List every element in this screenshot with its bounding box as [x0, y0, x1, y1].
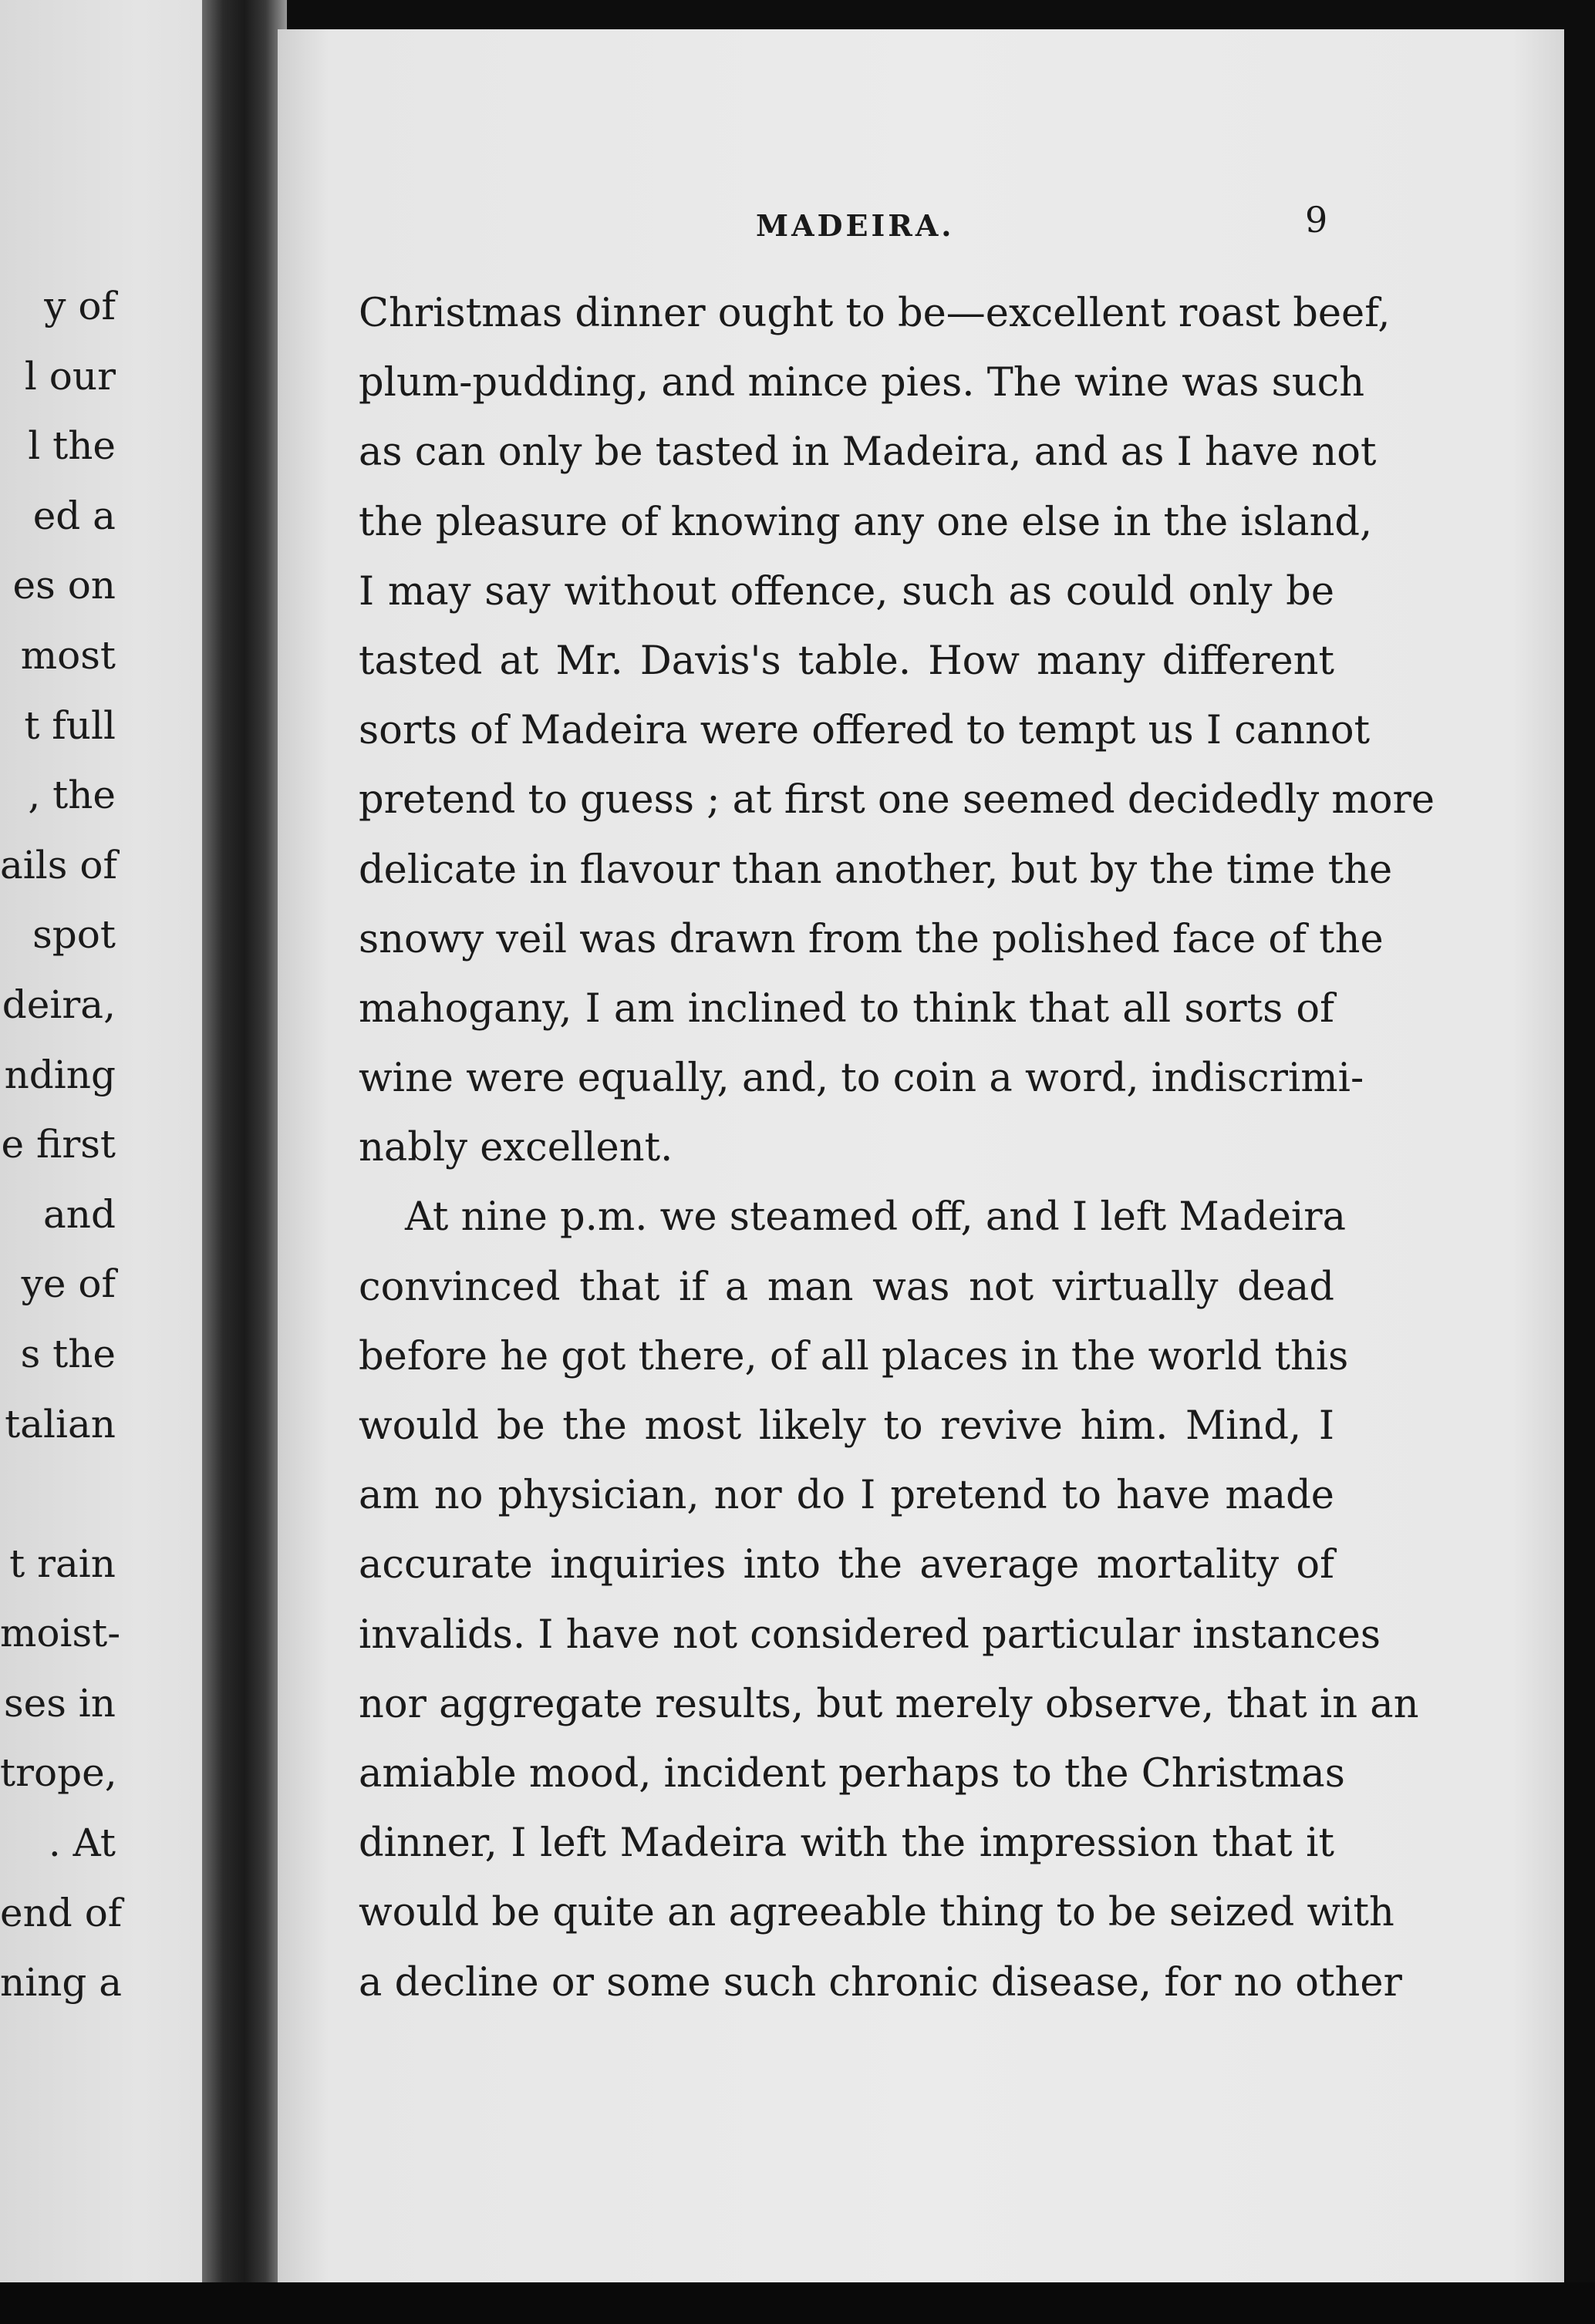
text-line: Christmas dinner ought to be—excellent roast beef, — [359, 291, 1391, 336]
left-page-text-fragments — [0, 271, 123, 2018]
paragraph — [359, 279, 1435, 1183]
text-line: would be the most likely to revive him. Mind, I — [359, 1403, 1334, 1449]
left-fragment-line: talian — [5, 1401, 116, 1447]
text-line: before he got there, of all places in the world this — [359, 1333, 1349, 1379]
text-line: dinner, I left Madeira with the impression that it — [359, 1820, 1334, 1867]
text-line: as can only be tasted in Madeira, and as I have not — [359, 429, 1377, 476]
text-line: the pleasure of knowing any one else in the island, — [359, 499, 1373, 545]
text-line: snowy veil was drawn from the polished face of the — [359, 916, 1384, 962]
left-fragment-line: deira, — [2, 982, 116, 1027]
left-fragment-line: ye of — [21, 1261, 116, 1307]
text-line: mahogany, I am inclined to think that all sorts of — [359, 985, 1334, 1032]
left-fragment-line: ning a — [0, 1960, 123, 2006]
text-line: convinced that if a man was not virtually dead — [359, 1264, 1334, 1310]
left-fragment-line: spot — [32, 912, 116, 958]
left-fragment-line — [0, 1459, 116, 1529]
left-fragment-line: end of — [0, 1890, 123, 1935]
left-fragment-line: ed a — [32, 493, 116, 538]
left-fragment-line: t rain — [9, 1541, 116, 1586]
text-line: plum-pudding, and mince pies. The wine was such — [359, 360, 1365, 406]
bottom-scan-edge — [0, 2282, 1595, 2324]
text-line: sorts of Madeira were offered to tempt us I cannot — [359, 708, 1371, 754]
left-fragment-line: t full — [24, 702, 116, 748]
left-fragment-line: e first — [1, 1122, 116, 1167]
left-fragment-line: es on — [12, 563, 116, 608]
running-head: MADEIRA. — [756, 208, 955, 243]
left-fragment-line: and — [42, 1191, 116, 1237]
left-fragment-line: moist- — [0, 1611, 121, 1656]
left-fragment-line: , the — [28, 773, 116, 818]
text-line: wine were equally, and, to coin a word, indiscrimi- — [359, 1056, 1364, 1102]
text-line: amiable mood, incident perhaps to the Christmas — [359, 1750, 1345, 1797]
left-fragment-line: ses in — [4, 1680, 116, 1726]
text-line: pretend to guess ; at first one seemed decidedly more — [359, 777, 1435, 824]
body-text — [359, 279, 1435, 2018]
text-line: am no physician, nor do I pretend to have made — [359, 1473, 1334, 1519]
text-line: I may say without offence, such as could only be — [359, 568, 1334, 615]
paragraph — [359, 1183, 1419, 2017]
left-fragment-line: l the — [28, 423, 116, 469]
left-fragment-line: trope, — [0, 1750, 117, 1796]
left-fragment-line: most — [20, 632, 116, 678]
left-fragment-line: nding — [4, 1052, 116, 1097]
text-line: nably excellent. — [359, 1125, 673, 1171]
left-fragment-line: . At — [48, 1820, 116, 1866]
text-line: invalids. I have not considered particular instances — [359, 1612, 1381, 1658]
text-line: delicate in flavour than another, but by the time the — [359, 847, 1393, 893]
text-line: a decline or some such chronic disease, for no other — [359, 1959, 1402, 2006]
text-line: tasted at Mr. Davis's table. How many different — [359, 638, 1334, 684]
left-fragment-line: y of — [44, 284, 116, 328]
text-line: nor aggregate results, but merely observe, that in an — [359, 1681, 1419, 1727]
page-number: 9 — [1305, 199, 1328, 241]
left-fragment-line: s the — [20, 1331, 116, 1376]
left-fragment-line: ails of — [0, 842, 117, 887]
text-line: would be quite an agreeable thing to be seized with — [359, 1890, 1394, 1936]
left-fragment-line: l our — [24, 353, 116, 399]
text-line: At nine p.m. we steamed off, and I left Madeira — [405, 1194, 1347, 1241]
book-gutter — [202, 0, 287, 2282]
text-line: accurate inquiries into the average mortality of — [359, 1542, 1334, 1588]
